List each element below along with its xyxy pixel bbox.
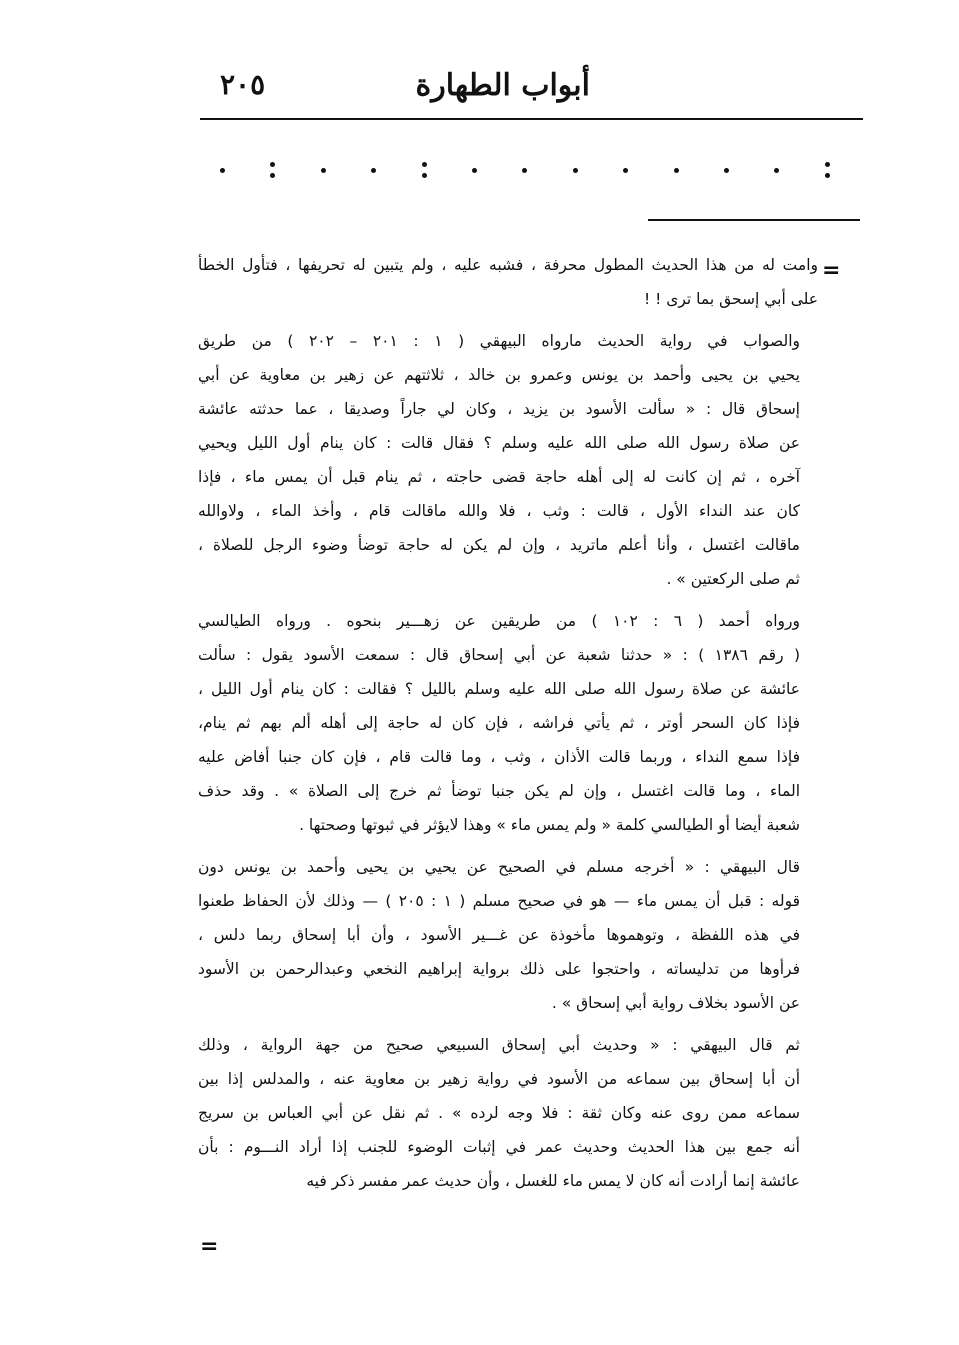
text-line: ( رقم ١٣٨٦ ) : « حدثنا شعبة عن أبي إسحاق قال : سمعت الأسود يقول : سألت — [198, 646, 800, 664]
text-line: عائشة إنما أرادت أنه كان لا يمس ماء للغسل ، وأن حديث عمر مفسر ذكر فيه — [306, 1172, 800, 1190]
text-line: ثم قال البيهقي : « وحديث أبي إسحاق السبيعي صحيح من جهة الرواية ، وذلك — [198, 1036, 800, 1054]
continuation-mark-start: = — [822, 258, 841, 283]
separator-dot — [623, 168, 628, 173]
separator-dot — [674, 168, 679, 173]
separator-dot — [321, 168, 326, 173]
paragraph-1 — [198, 248, 818, 316]
separator-colon — [270, 162, 275, 178]
text-line: وامت له من هذا الحديث المطول محرفة ، فشبه عليه ، ولم يتبين له تحريفها ، فتأول الخطأ — [198, 256, 818, 274]
text-line: ورواه أحمد ( ٦ : ١٠٢ ) من طريقين عن زهـــير بنحوه . ورواه الطيالسي — [198, 612, 800, 630]
page-number: ٢٠٥ — [220, 68, 266, 101]
separator-dot — [573, 168, 578, 173]
separator-dot — [220, 168, 225, 173]
text-line: قال البيهقي : « أخرجه مسلم في الصحيح عن يحيي بن يحيى وأحمد بن يونس دون — [198, 858, 800, 876]
footnote-body — [198, 248, 818, 1206]
text-line: ثم صلى الركعتين » . — [666, 570, 800, 588]
paragraph-3 — [198, 604, 818, 842]
header-rule — [200, 118, 863, 120]
text-line: فرأوها من تدليساته ، واحتجوا على ذلك برواية إبراهيم النخعي وعبدالرحمن بن الأسود — [198, 960, 800, 978]
separator-colon — [422, 162, 427, 178]
separator-dot — [724, 168, 729, 173]
text-line: آخره ، ثم إن كانت له إلى أهله حاجة قضى حاجته ، ثم ينام قبل أن يمس ماء ، فإذا — [198, 468, 800, 486]
ellipsis-separator — [220, 158, 830, 182]
text-line: عائشة عن صلاة رسول الله صلى الله عليه وسلم بالليل ؟ فقالت : كان ينام أول الليل ، — [198, 680, 800, 698]
text-line: ماقالت اغتسل ، وأنا أعلم ماتريد ، وإن لم يكن له حاجة توضأ وضوء الرجل للصلاة ، — [198, 536, 800, 554]
text-line: فإذا كان السحر أوتر ، ثم يأتي فراشه ، فإن كان له حاجة إلى أهله ألم بهم ثم ينام، — [198, 714, 800, 732]
page-header — [200, 68, 860, 112]
text-line: إسحاق قال : « سألت الأسود بن يزيد ، وكان لي جاراً وصديقا ، عما حدثته عائشة — [198, 400, 800, 418]
chapter-title: أبواب الطهارة — [415, 68, 590, 103]
paragraph-2 — [198, 324, 818, 596]
text-line: سماعه ممن روى عنه وكان ثقة : فلا وجه لرده » . ثم نقل عن أبي العباس بن سريج — [198, 1104, 800, 1122]
text-line: عن صلاة رسول الله صلى الله عليه وسلم ؟ فقال قالت : كان ينام أول الليل ويحيي — [198, 434, 800, 452]
separator-dot — [472, 168, 477, 173]
paragraph-4 — [198, 850, 818, 1020]
text-line: شعبة أيضا أو الطيالسي كلمة « ولم يمس ماء » وهذا لايؤثر في ثبوتها وصحتها . — [299, 816, 800, 834]
text-line: والصواب في رواية الحديث مارواه البيهقي ( ١ : ٢٠١ – ٢٠٢ ) من طريق — [198, 332, 801, 350]
text-line: عن الأسود بخلاف رواية أبي إسحاق » . — [551, 994, 800, 1012]
text-line: الماء ، وما قالت اغتسل ، وإن لم يكن جنبا توضأ ثم خرج إلى الصلاة » . وقد حذف — [198, 782, 800, 800]
text-line: أنه جمع بين هذا الحديث وحديث عمر في إثبات الوضوء للجنب إذا أراد النـــوم : بأن — [198, 1138, 800, 1156]
separator-dot — [371, 168, 376, 173]
separator-dot — [522, 168, 527, 173]
text-line: يحيي بن يحيى وأحمد بن يونس وعمرو بن خالد ، ثلاثتهم عن زهير بن معاوية عن أبي — [198, 366, 800, 384]
continuation-mark-end: = — [200, 1234, 219, 1259]
text-line: أن أبا إسحاق بين سماعه من الأسود في رواية زهير بن معاوية عنه ، والمدلس إذا بين — [198, 1070, 800, 1088]
text-line: كان عند النداء الأول ، قالت : وثب ، فلا والله ماقالت قام ، وأخذ الماء ، ولاوالله — [198, 502, 800, 520]
separator-dot — [774, 168, 779, 173]
footnote-rule — [648, 219, 860, 221]
paragraph-5 — [198, 1028, 818, 1198]
text-line: قوله : قبل أن يمس ماء — هو في صحيح مسلم ( ١ : ٢٠٥ ) — وذلك لأن الحفاظ طعنوا — [198, 892, 800, 910]
text-line: فإذا سمع النداء ، وربما قالت الأذان ، وثب ، وما قالت قام ، فإن كان جنبا أفاض عليه — [198, 748, 800, 766]
text-line: على أبي إسحق بما ترى ! ! — [643, 290, 818, 308]
text-line: في هذه اللفظة ، وتوهموها مأخوذة عن غـــير الأسود ، وأن أبا إسحاق ربما دلس ، — [198, 926, 800, 944]
separator-colon — [825, 162, 830, 178]
